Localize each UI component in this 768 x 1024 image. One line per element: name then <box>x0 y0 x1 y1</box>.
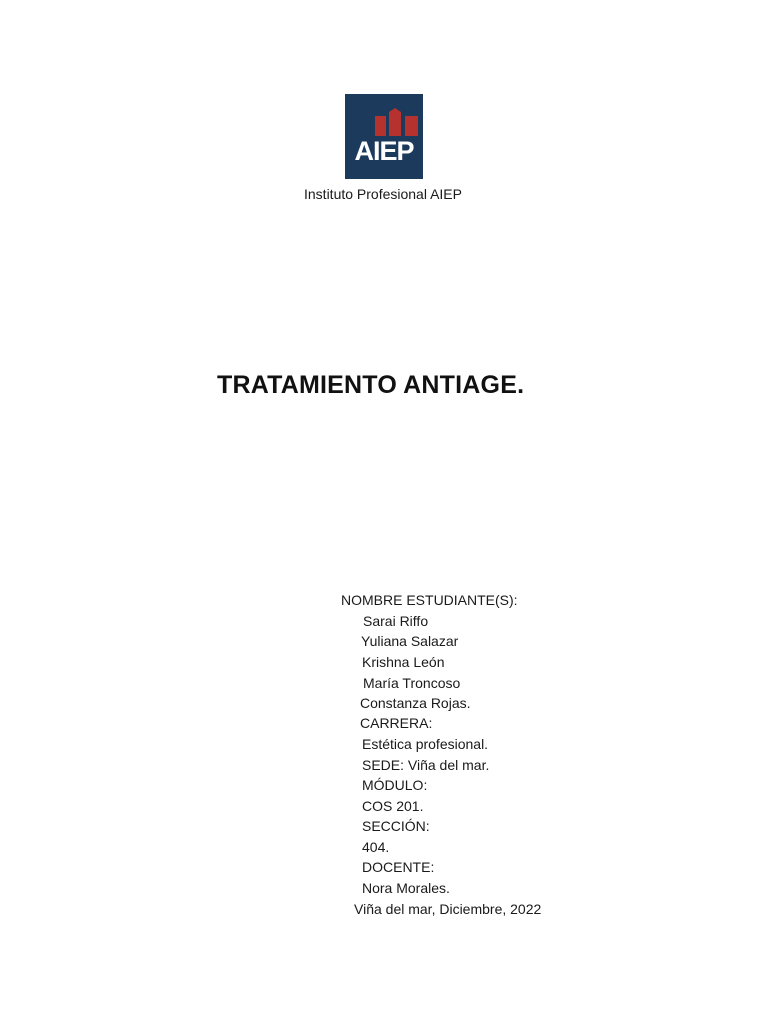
student-name: Constanza Rojas. <box>360 695 471 711</box>
teacher-value: Nora Morales. <box>362 880 450 896</box>
students-label: NOMBRE ESTUDIANTE(S): <box>341 592 518 608</box>
student-name: Yuliana Salazar <box>361 633 459 649</box>
place-date: Viña del mar, Diciembre, 2022 <box>354 901 542 917</box>
teacher-label: DOCENTE: <box>362 859 435 875</box>
section-label: SECCIÓN: <box>362 818 430 834</box>
career-label: CARRERA: <box>360 715 433 731</box>
section-value: 404. <box>362 839 390 855</box>
module-label: MÓDULO: <box>362 777 428 793</box>
institute-name: Instituto Profesional AIEP <box>304 186 462 202</box>
module-value: COS 201. <box>362 798 424 814</box>
student-name: María Troncoso <box>363 675 461 691</box>
campus-line: SEDE: Viña del mar. <box>362 757 490 773</box>
student-name: Sarai Riffo <box>363 613 429 629</box>
career-value: Estética profesional. <box>362 736 489 752</box>
student-name: Krishna León <box>362 654 445 670</box>
aiep-logo <box>345 94 423 179</box>
logo-text: AIEP <box>354 136 414 166</box>
document-title: TRATAMIENTO ANTIAGE. <box>217 371 525 399</box>
